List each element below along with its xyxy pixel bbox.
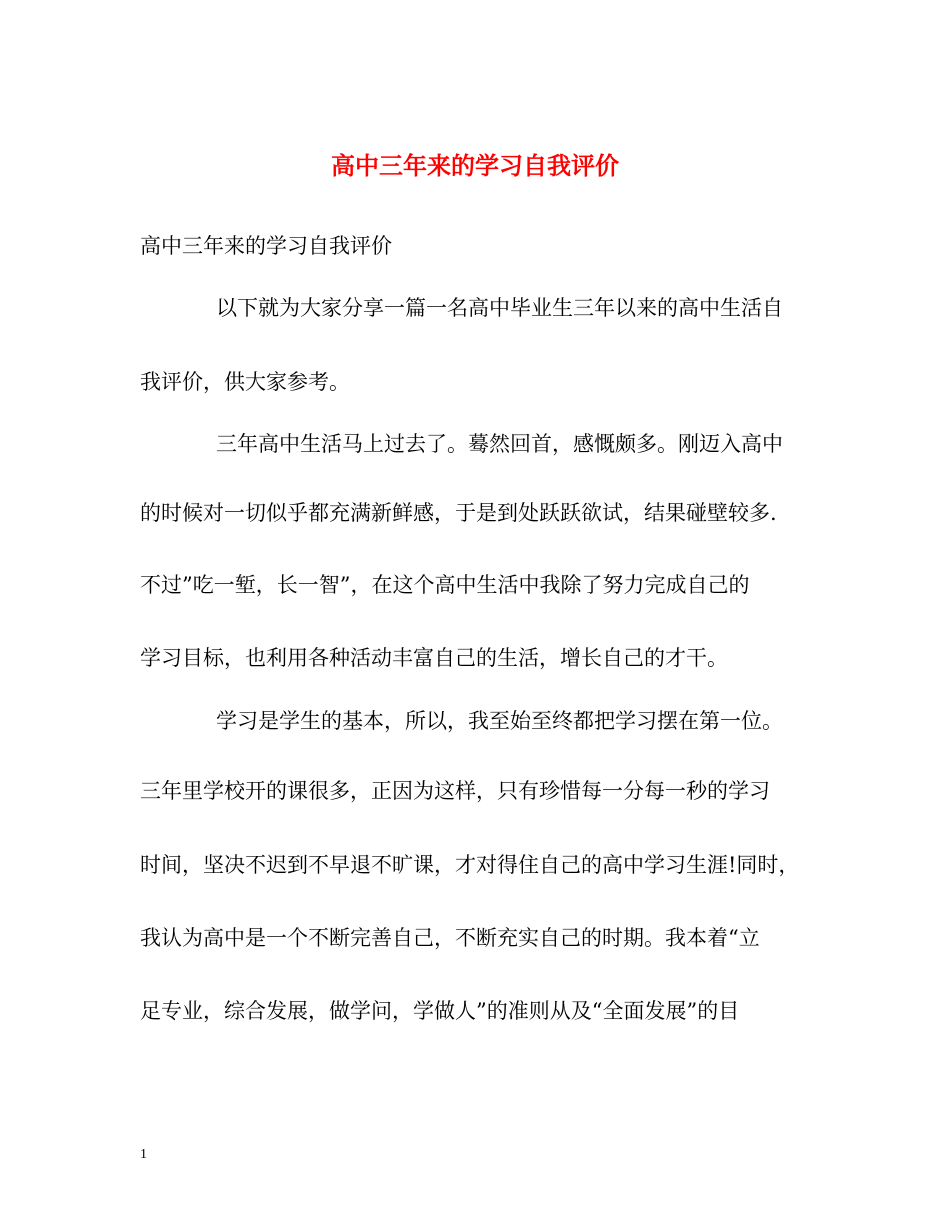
document-title: 高中三年来的学习自我评价 [331,151,619,180]
paragraph-line: 学习目标，也利用各种活动丰富自己的生活，增长自己的才干。 [140,646,728,670]
paragraph-line: 三年里学校开的课很多，正因为这样，只有珍惜每一分每一秒的学习 [140,779,770,803]
document-subtitle: 高中三年来的学习自我评价 [140,234,392,258]
paragraph-line: 我评价，供大家参考。 [140,370,350,394]
paragraph-line: 我认为高中是一个不断完善自己，不断充实自己的时期。我本着“立 [140,926,760,950]
paragraph-line: 不过”吃一堑，长一智”，在这个高中生活中我除了努力完成自己的 [140,573,750,597]
paragraph-line: 以下就为大家分享一篇一名高中毕业生三年以来的高中生活自 [216,296,783,320]
paragraph-line: 三年高中生活马上过去了。蓦然回首，感慨颇多。刚迈入高中 [216,432,783,456]
paragraph-line: 时间，坚决不迟到不早退不旷课，才对得住自己的高中学习生涯!同时， [140,853,800,877]
paragraph-line: 的时候对一切似乎都充满新鲜感，于是到处跃跃欲试，结果碰壁较多. [140,501,777,525]
page-number: 1 [140,1147,147,1162]
paragraph-line: 学习是学生的基本，所以，我至始至终都把学习摆在第一位。 [216,709,783,733]
paragraph-line: 足专业，综合发展，做学问，学做人”的准则从及“全面发展”的目 [140,999,740,1023]
